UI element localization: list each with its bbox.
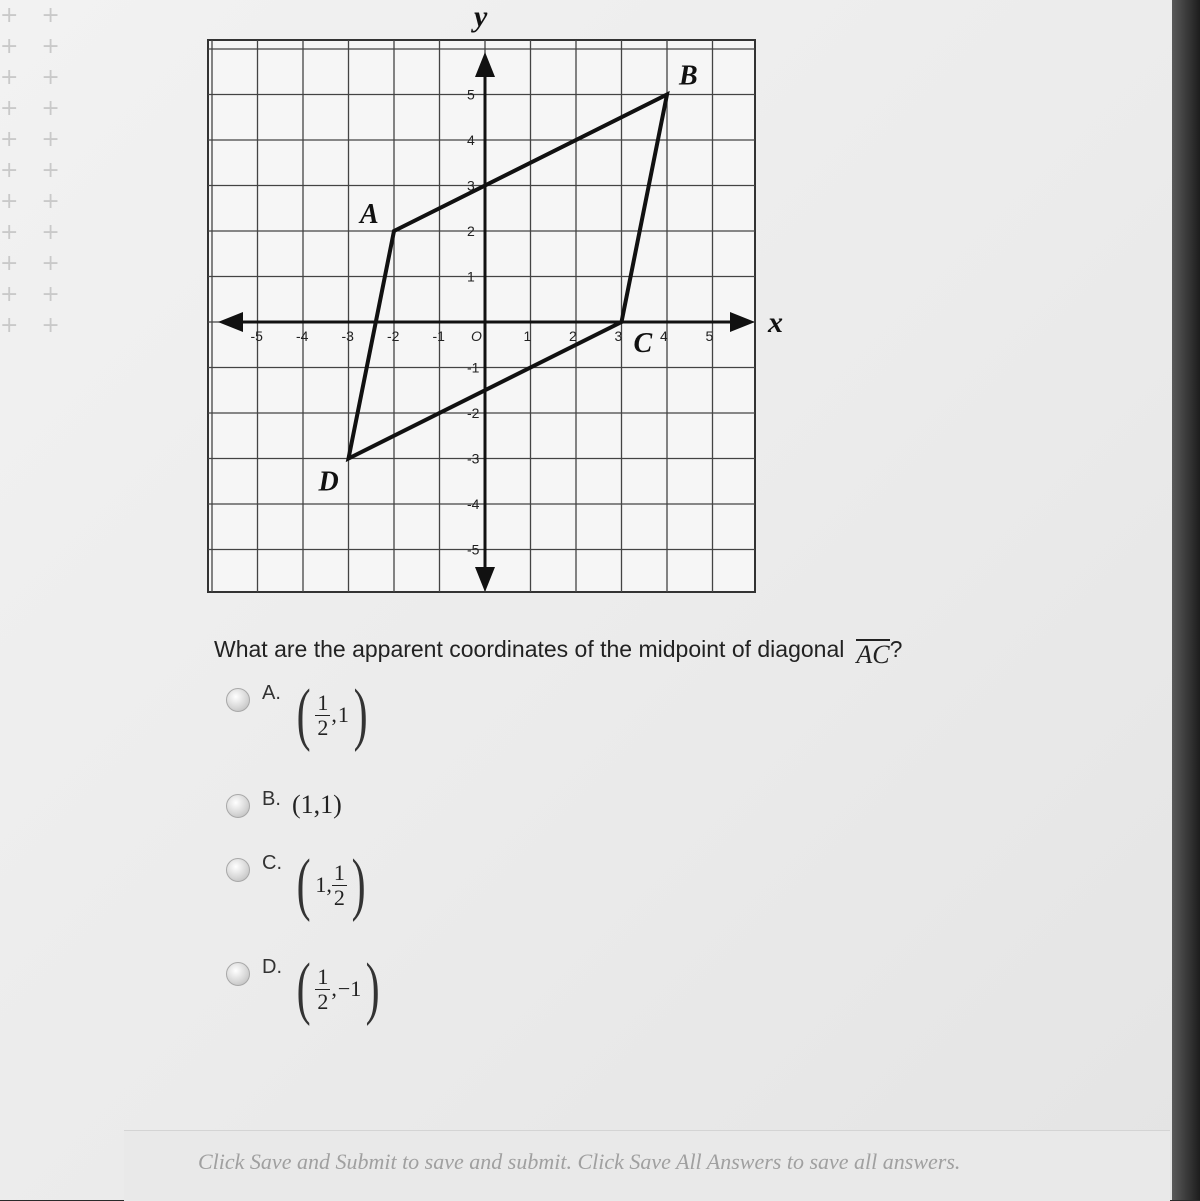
- x-tick-label: -1: [432, 328, 445, 344]
- coordinate-x: 1,: [315, 872, 332, 897]
- coordinate-y: 1: [337, 702, 349, 727]
- answer-option-d[interactable]: [226, 950, 385, 1027]
- y-axis-name: y: [474, 0, 488, 33]
- option-c-expression: [292, 846, 370, 923]
- y-tick-label: 4: [467, 132, 475, 148]
- option-d-expression: ( $\frac{1}{2}$ , −1 ): [296, 950, 380, 1027]
- x-tick-label: -5: [250, 328, 263, 344]
- answer-option-a[interactable]: [226, 676, 372, 753]
- vertex-label-c: C: [633, 328, 653, 359]
- question-text: [214, 633, 903, 669]
- x-tick-label: -3: [341, 328, 354, 344]
- x-tick-label: -2: [387, 328, 400, 344]
- y-tick-label: -2: [467, 405, 480, 421]
- open-paren: (: [296, 676, 311, 753]
- option-a-expression: ( $\frac{1}{2}$ , 1 ): [296, 676, 368, 753]
- y-tick-label: 2: [467, 223, 475, 239]
- radio-button-d[interactable]: [226, 962, 250, 986]
- coordinate-y: −1: [337, 976, 362, 1001]
- x-tick-label: 5: [705, 328, 714, 344]
- question-prompt: What are the apparent coordinates of the midpoint of diagonal: [214, 636, 845, 662]
- close-paren: ): [351, 846, 366, 923]
- x-tick-label: 3: [614, 328, 623, 344]
- background-pattern: + + + + + + + + + + + + + + + + + + + + + +: [0, 3, 68, 338]
- fraction: $\frac{1}{2}$: [317, 689, 329, 740]
- origin-label: O: [471, 328, 482, 344]
- x-tick-label: -4: [296, 328, 309, 344]
- grid-frame: [208, 40, 755, 592]
- x-tick-label: 1: [523, 328, 532, 344]
- radio-button-c[interactable]: [226, 858, 250, 882]
- option-b-expression: (1,1): [292, 790, 342, 819]
- question-mark: ?: [889, 636, 903, 662]
- option-letter: A.: [262, 682, 281, 704]
- y-tick-label: -4: [467, 496, 480, 512]
- footer-bar: [124, 1130, 1170, 1201]
- y-tick-label: -3: [467, 450, 480, 467]
- fraction: $\frac{1}{2}$: [333, 859, 345, 910]
- y-tick-label: 3: [467, 177, 475, 194]
- option-letter: B.: [262, 788, 281, 810]
- vertex-label-a: A: [360, 199, 379, 230]
- y-tick-label: 1: [467, 268, 475, 285]
- x-axis-name: x: [768, 306, 783, 339]
- answer-option-c[interactable]: [226, 846, 370, 923]
- close-paren: ): [353, 676, 368, 753]
- screen-bezel: [1172, 0, 1200, 1200]
- y-tick-label: -5: [467, 541, 480, 558]
- y-tick-label: 5: [467, 86, 475, 103]
- x-tick-label: 2: [569, 328, 577, 344]
- option-letter: C.: [262, 852, 282, 874]
- close-paren: ): [365, 950, 380, 1027]
- answer-option-b[interactable]: [226, 788, 342, 820]
- radio-button-a[interactable]: [226, 688, 250, 712]
- segment-ac: AC: [856, 640, 890, 669]
- open-paren: (: [296, 950, 311, 1027]
- radio-button-b[interactable]: [226, 794, 250, 818]
- y-tick-label: -1: [467, 359, 480, 376]
- fraction: $\frac{1}{2}$: [317, 963, 329, 1014]
- x-tick-label: 4: [660, 328, 668, 344]
- vertex-label-d: D: [318, 466, 339, 498]
- vertex-label-b: B: [679, 60, 698, 92]
- open-paren: (: [296, 846, 311, 923]
- footer-instructions: Click Save and Submit to save and submit. Click Save All Answers to save all answers.: [198, 1149, 961, 1174]
- option-letter: D.: [262, 956, 282, 978]
